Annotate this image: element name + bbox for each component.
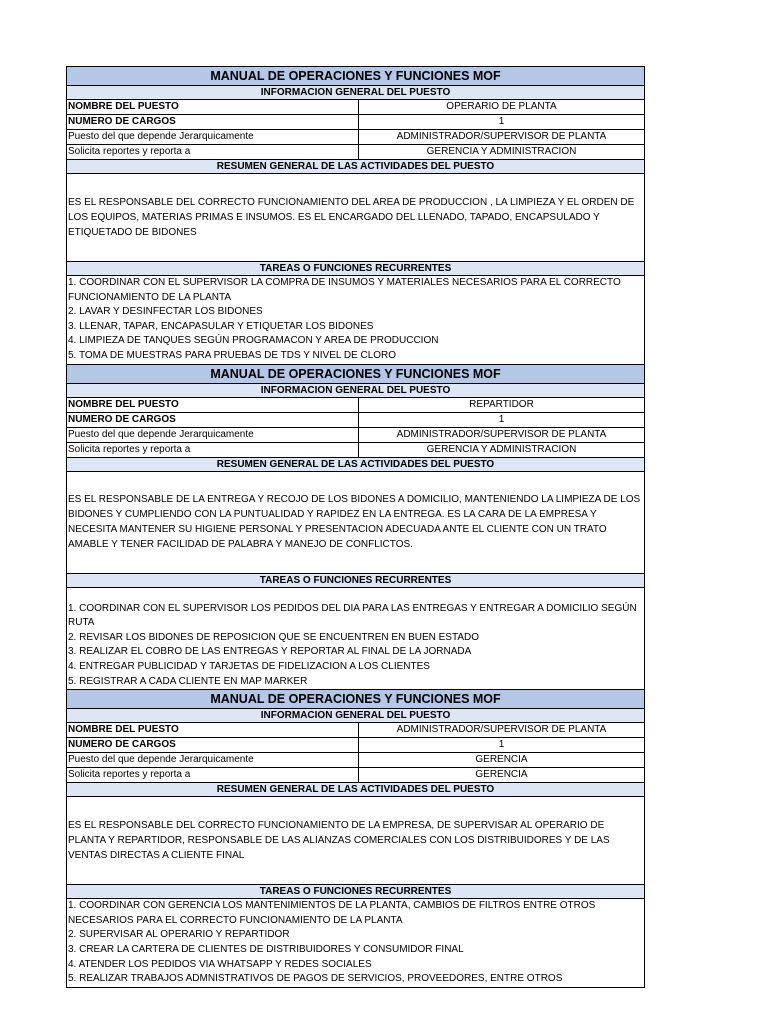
info-header: INFORMACION GENERAL DEL PUESTO [67,86,644,100]
summary-header: RESUMEN GENERAL DE LAS ACTIVIDADES DEL PUESTO [67,160,644,174]
field-value: GERENCIA Y ADMINISTRACION [426,146,577,157]
field-value: 1 [498,116,505,127]
tasks-list [67,899,644,988]
task-item: 4. ATENDER LOS PEDIDOS VIA WHATSAPP Y REDES SOCIALES [68,958,372,970]
field-row-positions [67,413,644,428]
tasks-list [67,588,644,691]
field-row-reports [67,443,644,458]
task-item: 2. SUPERVISAR AL OPERARIO Y REPARTIDOR [68,929,290,941]
manual-title: MANUAL DE OPERACIONES Y FUNCIONES MOF [67,365,644,384]
summary-paragraph: ES EL RESPONSABLE DEL CORRECTO FUNCIONAMIENTO DEL AREA DE PRODUCCION , LA LIMPIEZA Y EL ORDEN DE LOS EQUIPOS, MATERIAS PRIMAS E INSUMOS. ES EL ENCARGADO DEL LLENADO, TAPADO, ENCAPSULADO Y ETIQUETADO DE BIDONES [68,197,635,238]
field-row-reports [67,768,644,783]
field-label: Puesto del que depende Jerarquicamente [67,130,359,144]
task-item: 1. COORDINAR CON GERENCIA LOS MANTENIMIENTOS DE LA PLANTA, CAMBIOS DE FILTROS ENTRE OTROS NECESARIOS PARA EL CORRECTO FUNCIONAMIENTO DE LA PLANTA [68,900,596,926]
field-value: ADMINISTRADOR/SUPERVISOR DE PLANTA [396,724,607,736]
summary-text [67,472,644,574]
field-label: Puesto del que depende Jerarquicamente [67,753,359,767]
field-row-reports [67,145,644,160]
summary-text [67,174,644,262]
field-label: Solicita reportes y reporta a [67,145,359,159]
field-row-job-name [67,398,644,413]
field-value: 1 [498,413,505,425]
field-value: 1 [498,739,505,751]
field-row-positions [67,738,644,753]
task-item: 5. REALIZAR TRABAJOS ADMNISTRATIVOS DE PAGOS DE SERVICIOS, PROVEEDORES, ENTRE OTROS [68,973,563,985]
field-value: OPERARIO DE PLANTA [446,101,557,112]
info-header: INFORMACION GENERAL DEL PUESTO [67,709,644,723]
task-item: 2. REVISAR LOS BIDONES DE REPOSICION QUE SE ENCUENTREN EN BUEN ESTADO [68,631,480,643]
field-row-reports-to [67,428,644,443]
task-item: 3. LLENAR, TAPAR, ENCAPASULAR Y ETIQUETAR LOS BIDONES [68,320,374,332]
field-value: GERENCIA Y ADMINISTRACION [426,443,577,455]
field-label: Solicita reportes y reporta a [67,768,359,782]
task-item: 1. COORDINAR CON EL SUPERVISOR LA COMPRA DE INSUMOS Y MATERIALES NECESARIOS PARA EL CORRECTO FUNCIONAMIENTO DE LA PLANTA [68,277,621,303]
task-item: 3. CREAR LA CARTERA DE CLIENTES DE DISTRIBUIDORES Y CONSUMIDOR FINAL [68,943,464,955]
field-row-job-name [67,723,644,738]
summary-header: RESUMEN GENERAL DE LAS ACTIVIDADES DEL PUESTO [67,783,644,797]
tasks-header: TAREAS O FUNCIONES RECURRENTES [67,885,644,899]
summary-text [67,797,644,885]
summary-paragraph: ES EL RESPONSABLE DEL CORRECTO FUNCIONAMIENTO DE LA EMPRESA, DE SUPERVISAR AL OPERARIO DE PLANTA Y REPARTIDOR, RESPONSABLE DE LAS ALIANZAS COMERCIALES CON LOS DISTRIBUIDORES Y DE LAS VENTAS DIRECTAS A CLIENTE FINAL [68,820,610,862]
task-item: 5. REGISTRAR A CADA CLIENTE EN MAP MARKER [68,675,308,687]
manual-title: MANUAL DE OPERACIONES Y FUNCIONES MOF [67,67,644,86]
task-item: 1. COORDINAR CON EL SUPERVISOR LOS PEDIDOS DEL DIA PARA LAS ENTREGAS Y ENTREGAR A DOMICILIO SEGÚN RUTA [68,602,637,629]
task-item: 2. LAVAR Y DESINFECTAR LOS BIDONES [68,306,263,318]
field-value: ADMINISTRADOR/SUPERVISOR DE PLANTA [396,131,607,142]
field-row-positions [67,115,644,130]
field-value: GERENCIA [475,769,528,781]
field-row-reports-to [67,130,644,145]
info-header: INFORMACION GENERAL DEL PUESTO [67,384,644,398]
summary-header: RESUMEN GENERAL DE LAS ACTIVIDADES DEL PUESTO [67,458,644,472]
field-row-reports-to [67,753,644,768]
field-value: GERENCIA [475,754,528,766]
field-label: NUMERO DE CARGOS [67,115,359,129]
field-label: NOMBRE DEL PUESTO [67,723,359,737]
field-label: NUMERO DE CARGOS [67,738,359,752]
mof-sheet [66,66,645,988]
tasks-header: TAREAS O FUNCIONES RECURRENTES [67,262,644,276]
manual-title: MANUAL DE OPERACIONES Y FUNCIONES MOF [67,690,644,709]
task-item: 3. REALIZAR EL COBRO DE LAS ENTREGAS Y REPORTAR AL FINAL DE LA JORNADA [68,646,472,658]
field-value: REPARTIDOR [469,398,534,410]
field-label: Puesto del que depende Jerarquicamente [67,428,359,442]
task-item: 4. LIMPIEZA DE TANQUES SEGÚN PROGRAMACON Y AREA DE PRODUCCION [68,335,439,347]
task-item: 5. TOMA DE MUESTRAS PARA PRUEBAS DE TDS Y NIVEL DE CLORO [68,349,397,361]
tasks-header: TAREAS O FUNCIONES RECURRENTES [67,574,644,588]
field-label: NUMERO DE CARGOS [67,413,359,427]
tasks-list [67,276,644,365]
field-value: ADMINISTRADOR/SUPERVISOR DE PLANTA [396,428,607,440]
field-label: Solicita reportes y reporta a [67,443,359,457]
field-label: NOMBRE DEL PUESTO [67,100,359,114]
summary-paragraph: ES EL RESPONSABLE DE LA ENTREGA Y RECOJO DE LOS BIDONES A DOMICILIO, MANTENIENDO LA LIMPIEZA DE LOS BIDONES Y CUMPLIENDO CON LA PUNTUALIDAD Y RAPIDEZ EN LA ENTREGA. ES LA CARA DE LA EMPRESA Y NECESITA MANTENER SU HIGIENE PERSONAL Y PRESENTACION ADECUADA ANTE EL CLIENTE CON UN TRATO AMABLE Y TENER FACILIDAD DE PALABRA Y MANEJO DE CONFLICTOS. [68,494,641,551]
field-label: NOMBRE DEL PUESTO [67,398,359,412]
task-item: 4. ENTREGAR PUBLICIDAD Y TARJETAS DE FIDELIZACION A LOS CLIENTES [68,660,430,672]
field-row-job-name [67,100,644,115]
